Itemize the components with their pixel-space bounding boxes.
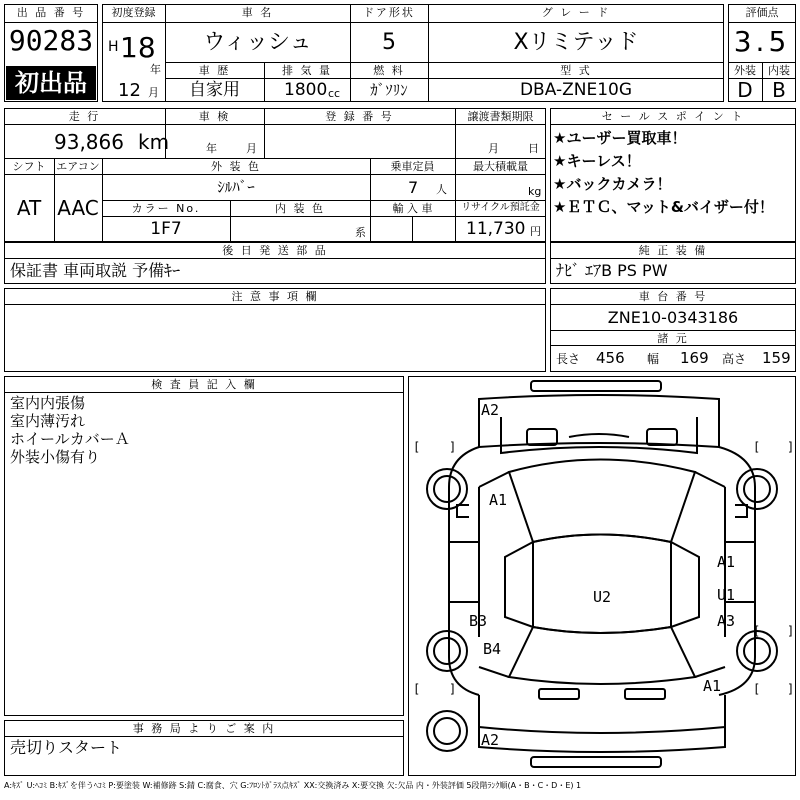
- first-reg-month: 12: [118, 80, 141, 101]
- inspector-line: 室内内張傷: [10, 394, 86, 412]
- score-exterior: D: [737, 78, 753, 102]
- svg-text:[: [: [413, 440, 421, 454]
- damage-mark: B4: [483, 640, 502, 658]
- fuel-value: ｶﾞｿﾘﾝ: [370, 81, 408, 99]
- svg-text:[: [: [753, 682, 761, 696]
- ext-color-label: 外 装 色: [211, 160, 261, 173]
- displacement-unit: cc: [328, 87, 341, 100]
- dims-width-label: 幅: [647, 352, 660, 366]
- doors-label: ドア形状: [363, 6, 415, 19]
- inspector-line: 外装小傷有り: [10, 448, 101, 466]
- damage-mark: A2: [481, 731, 500, 749]
- damage-mark: B3: [469, 612, 488, 630]
- dims-height-label: 高さ: [722, 352, 747, 366]
- damage-diagram: [408, 376, 796, 776]
- car-name-label: 車 名: [241, 6, 274, 19]
- color-no-value: 1F7: [150, 219, 182, 239]
- first-reg-year: 18: [120, 31, 156, 64]
- inspector-line: ホイールカバーＡ: [10, 430, 130, 448]
- score-interior: B: [772, 78, 786, 102]
- capacity-label: 乗車定員: [390, 160, 435, 173]
- later-parts-value: 保証書 車両取説 予備ｷｰ: [10, 261, 181, 280]
- max-load-unit: kg: [528, 185, 542, 198]
- inspector-line: 室内薄汚れ: [10, 412, 86, 430]
- sales-points-label: セ ー ル ス ポ イ ン ト: [601, 110, 745, 123]
- car-outline-diagram: [409, 377, 795, 775]
- grade-label: グ レ ー ド: [541, 6, 611, 19]
- shift-label: シフト: [12, 160, 46, 173]
- history-value: 自家用: [189, 80, 240, 100]
- damage-mark: U2: [593, 588, 612, 606]
- svg-text:]: ]: [449, 440, 457, 454]
- svg-text:]: ]: [787, 624, 795, 638]
- sales-point-item: ★バックカメラ！: [553, 175, 672, 193]
- svg-text:[: [: [753, 624, 761, 638]
- capacity-value: 7: [408, 178, 419, 197]
- shift-value: AT: [16, 196, 42, 220]
- damage-mark: A1: [489, 491, 508, 509]
- score-label: 評価点: [745, 6, 779, 19]
- max-load-label: 最大積載量: [473, 160, 528, 173]
- fuel-label: 燃 料: [373, 64, 405, 77]
- import-label: 輸 入 車: [392, 202, 433, 215]
- legend-footer: A:ｷｽﾞ U:ﾍｺﾐ B:ｷｽﾞを伴うﾍｺﾐ P:要塗装 W:補修跡 S:錆 C:腐食、穴 G:ﾌﾛﾝﾄｶﾞﾗｽ点ｷｽﾞ XX:交換済み X:要交換 欠:欠品 内・外装評価 5段階ﾗﾝｸ順(A・B・C・D・E) 1: [4, 781, 582, 790]
- svg-text:[: [: [413, 682, 421, 696]
- model-code-label: 型 式: [560, 64, 592, 77]
- inspector-label: 検 査 員 記 入 欄: [151, 378, 257, 391]
- int-color-unit: 系: [355, 226, 366, 239]
- notes-label: 注 意 事 項 欄: [231, 290, 319, 303]
- mileage-label: 走 行: [68, 110, 101, 123]
- transfer-docs-day: 日: [528, 142, 539, 155]
- damage-mark: A1: [703, 677, 722, 695]
- chassis-label: 車 台 番 号: [638, 290, 708, 303]
- recycle-unit: 円: [530, 225, 541, 238]
- svg-text:]: ]: [449, 682, 457, 696]
- mileage-unit: km: [138, 130, 170, 154]
- transfer-docs-month: 月: [488, 142, 499, 155]
- transfer-docs-label: 譲渡書類期限: [467, 110, 534, 123]
- mileage-value: 93,866: [54, 130, 124, 154]
- details-table: [4, 108, 546, 242]
- inspection-label: 車 検: [198, 110, 231, 123]
- svg-text:]: ]: [787, 440, 795, 454]
- chassis-value: ZNE10-0343186: [607, 308, 739, 327]
- first-reg-era: H: [108, 39, 119, 55]
- svg-text:]: ]: [787, 682, 795, 696]
- equipment-value: ﾅﾋﾞ ｴｱB PS PW: [556, 261, 668, 280]
- color-no-label: カラー No.: [131, 202, 201, 215]
- score-interior-label: 内装: [768, 64, 790, 77]
- damage-mark: A2: [481, 401, 500, 419]
- later-parts-label: 後 日 発 送 部 品: [222, 244, 328, 257]
- recycle-value: 11,730: [466, 219, 526, 239]
- grade-value: Xリミテッド: [513, 30, 639, 55]
- dims-label: 諸 元: [657, 332, 689, 345]
- score-exterior-label: 外装: [734, 64, 756, 77]
- int-color-label: 内 装 色: [275, 202, 325, 215]
- aircon-label: エアコン: [56, 160, 100, 173]
- office-value: 売切りスタート: [10, 738, 123, 757]
- sales-point-item: ★キーレス！: [553, 152, 641, 170]
- model-code-value: DBA-ZNE10G: [519, 80, 633, 100]
- lot-number: 90283: [8, 24, 94, 57]
- dims-height: 159: [762, 349, 791, 367]
- score-value: 3.5: [733, 25, 791, 58]
- first-reg-year-unit: 年: [150, 63, 161, 76]
- office-label: 事 務 局 よ り ご 案 内: [132, 722, 276, 735]
- equipment-label: 純 正 装 備: [638, 244, 708, 257]
- car-name-value: ウィッシュ: [203, 30, 312, 55]
- aircon-value: AAC: [57, 196, 99, 220]
- lot-label: 出 品 番 号: [16, 6, 86, 19]
- svg-text:[: [: [753, 440, 761, 454]
- capacity-unit: 人: [436, 183, 447, 196]
- ext-color-value: ｼﾙﾊﾞｰ: [217, 178, 255, 196]
- dims-length: 456: [596, 349, 625, 367]
- inspection-year-unit: 年: [206, 142, 217, 155]
- inspection-month-unit: 月: [246, 142, 257, 155]
- first-listing-badge: 初出品: [6, 66, 96, 100]
- damage-mark: U1: [717, 586, 736, 604]
- doors-value: 5: [382, 30, 396, 55]
- damage-mark: A1: [717, 553, 736, 571]
- first-reg-label: 初度登録: [111, 6, 156, 19]
- first-reg-month-unit: 月: [148, 86, 159, 99]
- sales-point-item: ★ＥＴＣ、マット&バイザー付！: [553, 198, 774, 216]
- reg-no-label: 登 録 番 号: [325, 110, 394, 123]
- dims-length-label: 長さ: [556, 352, 581, 366]
- history-label: 車 歴: [198, 64, 231, 77]
- dims-width: 169: [680, 349, 709, 367]
- recycle-label: リサイクル預託金: [461, 202, 540, 213]
- sales-point-item: ★ユーザー買取車！: [553, 129, 687, 147]
- damage-mark: A3: [717, 612, 736, 630]
- displacement-label: 排 気 量: [282, 64, 332, 77]
- displacement-value: 1800: [284, 80, 328, 100]
